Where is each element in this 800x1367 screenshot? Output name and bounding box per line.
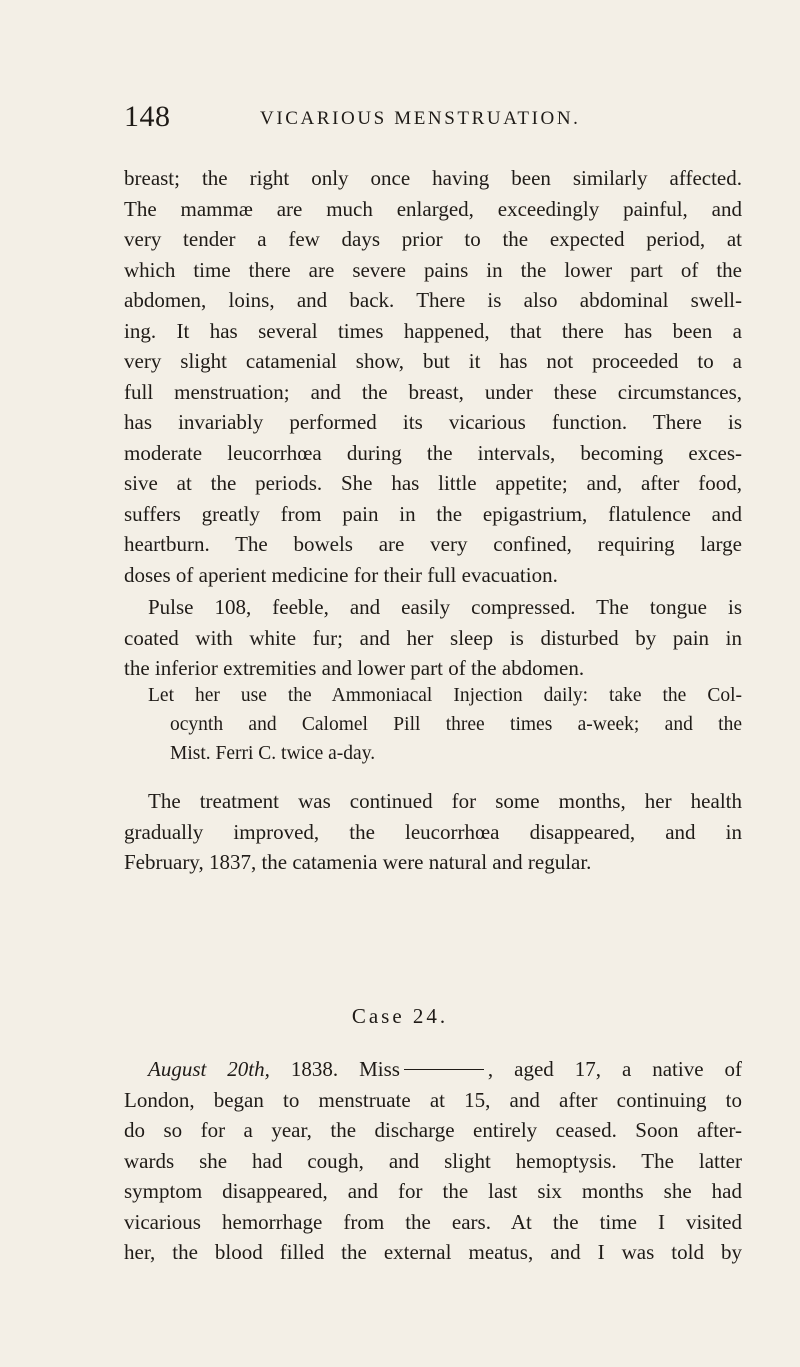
prescription-line: Mist. Ferri C. twice a-day. [170,743,376,764]
paragraph-pulse [124,592,742,684]
text-line: moderate leucorrhœa during the intervals, becoming exces- [124,440,742,465]
text-line: gradually improved, the leucorrhœa disappeared, and in [124,819,742,844]
text-line: which time there are severe pains in the lower part of the [124,257,742,282]
text-line: the inferior extremities and lower part of the abdomen. [124,656,585,680]
name-blank-line [404,1069,484,1070]
text-line: wards she had cough, and slight hemoptysis. The latter [124,1148,742,1173]
text-line: heartburn. The bowels are very confined, requiring large [124,532,742,556]
prescription-line: Let her use the Ammoniacal Injection daily: take the Col- [148,685,742,706]
text-line: do so for a year, the discharge entirely ceased. Soon after- [124,1118,742,1142]
running-head: VICARIOUS MENSTRUATION. [260,108,581,129]
text-line: sive at the periods. She has little appetite; and, after food, [124,471,742,495]
text-line: ing. It has several times happened, that there has been a [124,318,742,343]
text-line: Pulse 108, feeble, and easily compressed. The tongue is [148,595,742,619]
text-line: full menstruation; and the breast, under these circumstances, [124,379,742,404]
case-text-b: , aged 17, a native of [487,1057,742,1081]
prescription-line: ocynth and Calomel Pill three times a-week; and the [170,714,742,735]
text-line: coated with white fur; and her sleep is disturbed by pain in [124,625,742,650]
page-header [124,100,744,140]
case-date: August 20th, [148,1057,270,1081]
text-line: breast; the right only once having been similarly affected. [124,166,742,190]
text-line: very slight catamenial show, but it has not proceeded to a [124,349,742,373]
text-line: abdomen, loins, and back. There is also abdominal swell- [124,288,742,312]
case-text-a: 1838. Miss [290,1057,400,1081]
page-number: 148 [124,100,171,133]
text-line: February, 1837, the catamenia were natural and regular. [124,850,592,874]
text-line: very tender a few days prior to the expected period, at [124,227,742,251]
text-line: The mammæ are much enlarged, exceedingly painful, and [124,196,742,221]
text-line: vicarious hemorrhage from the ears. At the time I visited [124,1209,742,1234]
text-line: her, the blood filled the external meatus, and I was told by [124,1240,742,1264]
case-heading: Case 24. [351,1004,449,1028]
text-line: suffers greatly from pain in the epigastrium, flatulence and [124,501,742,526]
paragraph-case-24 [124,1054,742,1268]
text-line: London, began to menstruate at 15, and after continuing to [124,1087,742,1112]
paragraph-case-description [124,163,742,590]
case-first-line [124,1054,742,1085]
prescription-block [148,681,742,768]
text-line: symptom disappeared, and for the last six months she had [124,1179,742,1203]
text-line: The treatment was continued for some months, her health [148,789,742,813]
text-line: has invariably performed its vicarious function. There is [124,410,742,434]
paragraph-treatment [124,786,742,878]
text-line: doses of aperient medicine for their full evacuation. [124,562,558,587]
